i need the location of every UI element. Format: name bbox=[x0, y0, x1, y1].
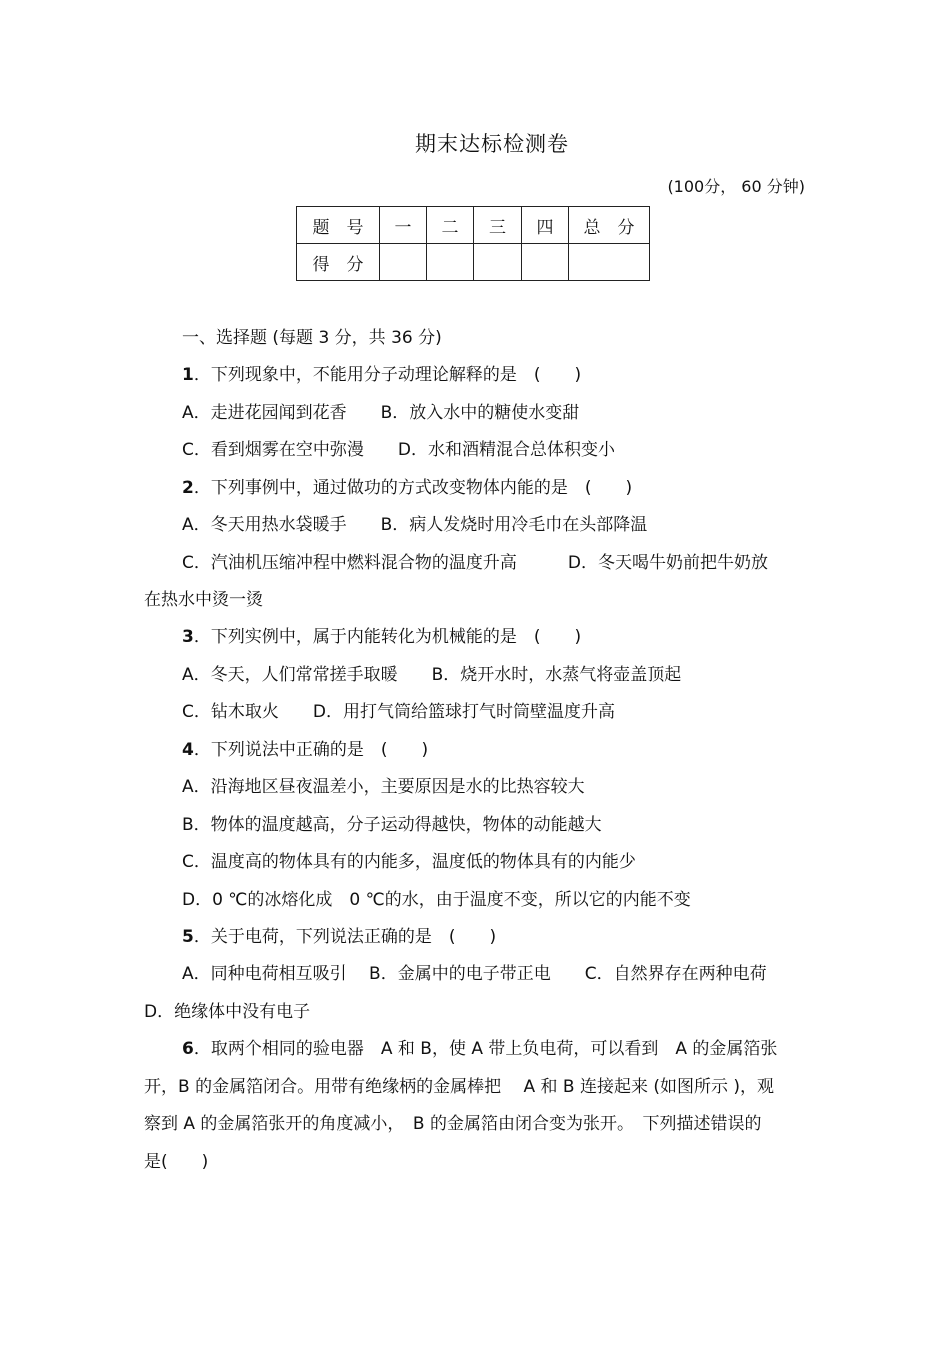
question-stem bbox=[182, 1038, 777, 1060]
option-line: A．沿海地区昼夜温差小，主要原因是水的比热容较大 bbox=[182, 777, 585, 797]
option-line: A．同种电荷相互吸引 B．金属中的电子带正电 C．自然界存在两种电荷 bbox=[182, 964, 767, 984]
question-stem bbox=[182, 477, 632, 499]
score-header-cell: 题 号 bbox=[297, 207, 380, 244]
question-stem bbox=[182, 626, 581, 648]
option-line: C．看到烟雾在空中弥漫 D．水和酒精混合总体积变小 bbox=[182, 440, 615, 460]
option-line: 在热水中烫一烫 bbox=[144, 590, 263, 610]
section-heading: 一、选择题 (每题 3 分，共 36 分) bbox=[182, 328, 442, 348]
question-stem bbox=[182, 739, 428, 761]
option-line: C．钻木取火 D．用打气筒给篮球打气时筒壁温度升高 bbox=[182, 702, 615, 722]
question-text: ．下列实例中，属于内能转化为机械能的是 ( ) bbox=[193, 627, 582, 647]
page-title: 期末达标检测卷 bbox=[415, 132, 569, 156]
score-label-cell: 得 分 bbox=[297, 244, 380, 281]
option-line: C．汽油机压缩冲程中燃料混合物的温度升高 D．冬天喝牛奶前把牛奶放 bbox=[182, 553, 768, 573]
score-header-cell: 一 bbox=[380, 207, 427, 244]
score-table bbox=[296, 206, 650, 281]
score-header-cell: 三 bbox=[474, 207, 522, 244]
question-number: 6 bbox=[182, 1039, 194, 1059]
score-header-cell: 二 bbox=[427, 207, 474, 244]
question-text: ．下列说法中正确的是 ( ) bbox=[193, 740, 429, 760]
score-table-header-row bbox=[297, 207, 650, 244]
score-table-score-row bbox=[297, 244, 650, 281]
score-header-cell: 总 分 bbox=[569, 207, 650, 244]
question-text-line: 开，B 的金属箔闭合。用带有绝缘柄的金属棒把 A 和 B 连接起来 (如图所示 )，观 bbox=[144, 1077, 775, 1097]
score-input-cell[interactable] bbox=[569, 244, 650, 281]
score-input-cell[interactable] bbox=[380, 244, 427, 281]
question-number: 1 bbox=[182, 365, 194, 385]
question-number: 3 bbox=[182, 627, 194, 647]
question-text: ．下列现象中，不能用分子动理论解释的是 ( ) bbox=[193, 365, 582, 385]
score-input-cell[interactable] bbox=[522, 244, 569, 281]
question-number: 2 bbox=[182, 478, 194, 498]
question-number: 5 bbox=[182, 927, 194, 947]
option-line: B．物体的温度越高，分子运动得越快，物体的动能越大 bbox=[182, 815, 602, 835]
exam-meta: (100分， 60 分钟) bbox=[667, 177, 805, 196]
question-number: 4 bbox=[182, 740, 194, 760]
question-text-line: 是( ) bbox=[144, 1152, 209, 1172]
score-input-cell[interactable] bbox=[427, 244, 474, 281]
question-text-line: 察到 A 的金属箔张开的角度减小， B 的金属箔由闭合变为张开。 下列描述错误的 bbox=[144, 1114, 762, 1134]
option-line: D．0 ℃的冰熔化成 0 ℃的水，由于温度不变，所以它的内能不变 bbox=[182, 890, 691, 910]
option-line: A．冬天，人们常常搓手取暖 B．烧开水时，水蒸气将壶盖顶起 bbox=[182, 665, 682, 685]
score-header-cell: 四 bbox=[522, 207, 569, 244]
question-stem bbox=[182, 926, 496, 948]
question-text: ．关于电荷，下列说法正确的是 ( ) bbox=[193, 927, 497, 947]
question-text: ．下列事例中，通过做功的方式改变物体内能的是 ( ) bbox=[193, 478, 633, 498]
option-line: A．冬天用热水袋暖手 B．病人发烧时用冷毛巾在头部降温 bbox=[182, 515, 648, 535]
score-input-cell[interactable] bbox=[474, 244, 522, 281]
option-line: A．走进花园闻到花香 B．放入水中的糖使水变甜 bbox=[182, 403, 580, 423]
option-line: D．绝缘体中没有电子 bbox=[144, 1002, 311, 1022]
option-line: C．温度高的物体具有的内能多，温度低的物体具有的内能少 bbox=[182, 852, 636, 872]
question-text: ．取两个相同的验电器 A 和 B，使 A 带上负电荷，可以看到 A 的金属箔张 bbox=[193, 1039, 778, 1059]
question-stem bbox=[182, 364, 581, 386]
